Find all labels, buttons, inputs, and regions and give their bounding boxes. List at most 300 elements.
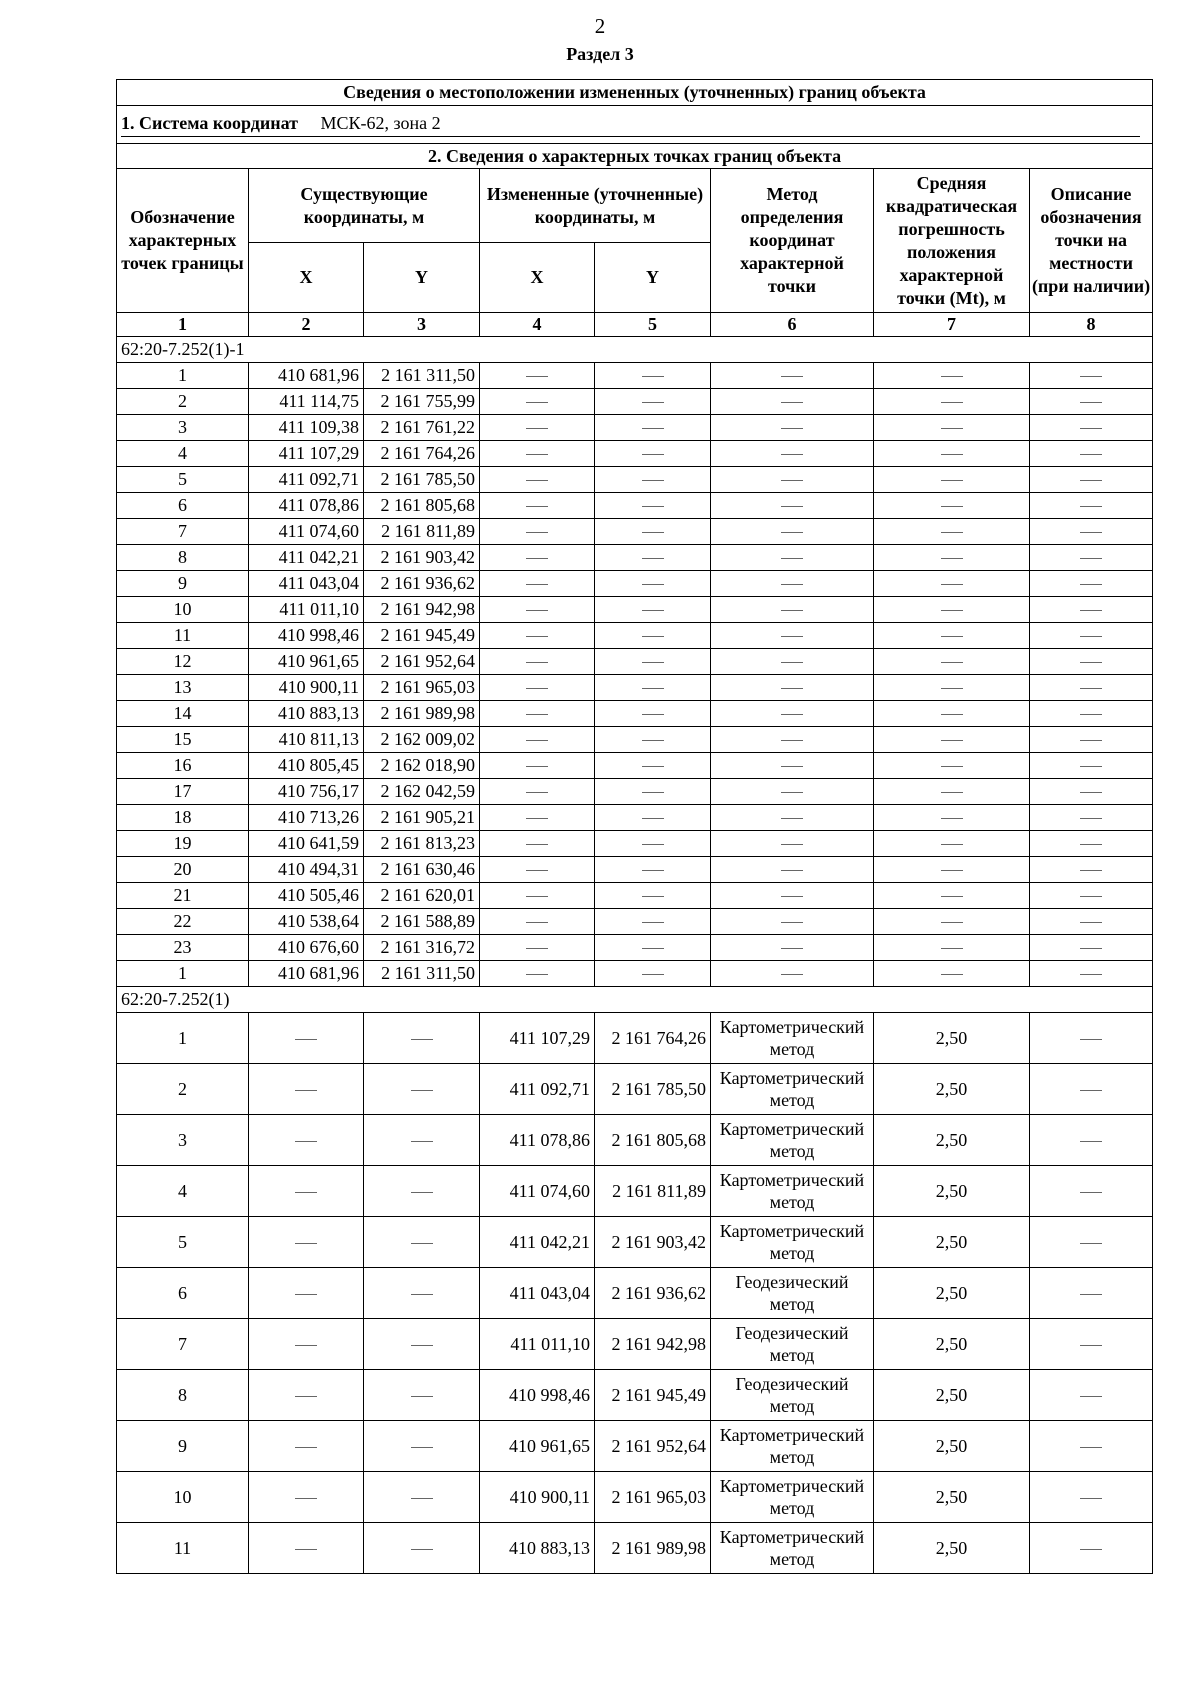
table-row (117, 831, 1153, 857)
empty-cell (595, 831, 711, 857)
dash-mark (642, 558, 664, 559)
existing-x: 410 900,11 (249, 675, 364, 701)
empty-cell (364, 1472, 480, 1523)
existing-x: 411 092,71 (249, 467, 364, 493)
existing-y: 2 161 316,72 (364, 935, 480, 961)
column-number: 2 (249, 313, 364, 337)
dash-mark (642, 792, 664, 793)
dash-mark (1080, 662, 1102, 663)
empty-cell (874, 727, 1030, 753)
changed-y: 2 161 952,64 (595, 1421, 711, 1472)
dash-mark (642, 662, 664, 663)
empty-cell (480, 519, 595, 545)
empty-cell (874, 961, 1030, 987)
dash-mark (781, 636, 803, 637)
existing-y: 2 161 761,22 (364, 415, 480, 441)
dash-mark (295, 1549, 317, 1550)
empty-cell (249, 1319, 364, 1370)
dash-mark (295, 1039, 317, 1040)
header-existing-x: X (249, 243, 364, 313)
point-number: 6 (117, 493, 249, 519)
empty-cell (595, 961, 711, 987)
dash-mark (411, 1294, 433, 1295)
empty-cell (595, 779, 711, 805)
dash-mark (411, 1447, 433, 1448)
method-text: Картометрический метод (719, 1425, 865, 1467)
existing-x: 410 538,64 (249, 909, 364, 935)
existing-y: 2 161 785,50 (364, 467, 480, 493)
point-number: 7 (117, 519, 249, 545)
dash-mark (642, 818, 664, 819)
empty-cell (1030, 701, 1153, 727)
table-row (117, 441, 1153, 467)
dash-mark (941, 974, 963, 975)
table-row (117, 1319, 1153, 1370)
dash-mark (781, 480, 803, 481)
existing-x: 411 011,10 (249, 597, 364, 623)
empty-cell (711, 961, 874, 987)
column-number: 6 (711, 313, 874, 337)
empty-cell (480, 701, 595, 727)
dash-mark (526, 844, 548, 845)
empty-cell (480, 415, 595, 441)
mt-value: 2,50 (874, 1268, 1030, 1319)
dash-mark (526, 376, 548, 377)
empty-cell (249, 1115, 364, 1166)
dash-mark (941, 428, 963, 429)
empty-cell (1030, 1064, 1153, 1115)
dash-mark (781, 402, 803, 403)
dash-mark (526, 870, 548, 871)
existing-y: 2 162 018,90 (364, 753, 480, 779)
boundary-points-table (116, 79, 1153, 1574)
column-number: 4 (480, 313, 595, 337)
empty-cell (711, 831, 874, 857)
empty-cell (595, 415, 711, 441)
table-row (117, 545, 1153, 571)
changed-x: 411 043,04 (480, 1268, 595, 1319)
empty-cell (1030, 831, 1153, 857)
empty-cell (249, 1523, 364, 1574)
coordinate-system-value: МСК-62, зона 2 (320, 112, 441, 133)
table-row (117, 623, 1153, 649)
empty-cell (364, 1217, 480, 1268)
dash-mark (642, 480, 664, 481)
empty-cell (249, 1217, 364, 1268)
empty-cell (711, 493, 874, 519)
empty-cell (874, 649, 1030, 675)
dash-mark (941, 662, 963, 663)
changed-y: 2 161 764,26 (595, 1013, 711, 1064)
existing-x: 411 043,04 (249, 571, 364, 597)
dash-mark (941, 818, 963, 819)
empty-cell (595, 727, 711, 753)
empty-cell (595, 805, 711, 831)
point-number: 21 (117, 883, 249, 909)
dash-mark (781, 558, 803, 559)
table-row (117, 753, 1153, 779)
dash-mark (1080, 1039, 1102, 1040)
table-row (117, 1472, 1153, 1523)
header-changed-x: X (480, 243, 595, 313)
point-number: 17 (117, 779, 249, 805)
dash-mark (1080, 1549, 1102, 1550)
empty-cell (711, 883, 874, 909)
existing-y: 2 161 936,62 (364, 571, 480, 597)
empty-cell (711, 441, 874, 467)
dash-mark (1080, 896, 1102, 897)
empty-cell (1030, 389, 1153, 415)
empty-cell (1030, 857, 1153, 883)
empty-cell (711, 649, 874, 675)
dash-mark (781, 766, 803, 767)
group-name: 62:20-7.252(1)-1 (117, 337, 1153, 363)
empty-cell (711, 909, 874, 935)
mt-value: 2,50 (874, 1523, 1030, 1574)
dash-mark (1080, 818, 1102, 819)
existing-y: 2 161 311,50 (364, 961, 480, 987)
empty-cell (1030, 1523, 1153, 1574)
changed-y: 2 161 903,42 (595, 1217, 711, 1268)
changed-y: 2 161 811,89 (595, 1166, 711, 1217)
existing-x: 410 494,31 (249, 857, 364, 883)
dash-mark (295, 1141, 317, 1142)
dash-mark (526, 974, 548, 975)
table-row (117, 1115, 1153, 1166)
changed-x: 410 900,11 (480, 1472, 595, 1523)
dash-mark (642, 376, 664, 377)
dash-mark (642, 766, 664, 767)
dash-mark (642, 584, 664, 585)
empty-cell (1030, 363, 1153, 389)
dash-mark (411, 1039, 433, 1040)
empty-cell (874, 753, 1030, 779)
table-row (117, 727, 1153, 753)
point-number: 22 (117, 909, 249, 935)
empty-cell (711, 935, 874, 961)
empty-cell (711, 857, 874, 883)
dash-mark (295, 1345, 317, 1346)
empty-cell (711, 597, 874, 623)
point-number: 7 (117, 1319, 249, 1370)
dash-mark (526, 558, 548, 559)
existing-x: 410 641,59 (249, 831, 364, 857)
empty-cell (711, 623, 874, 649)
dash-mark (1080, 766, 1102, 767)
empty-cell (364, 1421, 480, 1472)
group-name: 62:20-7.252(1) (117, 987, 1153, 1013)
method-cell (711, 1319, 874, 1370)
empty-cell (480, 467, 595, 493)
dash-mark (642, 896, 664, 897)
empty-cell (1030, 1421, 1153, 1472)
dash-mark (1080, 636, 1102, 637)
point-number: 1 (117, 1013, 249, 1064)
table-row (117, 1013, 1153, 1064)
existing-y: 2 161 811,89 (364, 519, 480, 545)
empty-cell (1030, 727, 1153, 753)
dash-mark (781, 610, 803, 611)
empty-cell (595, 597, 711, 623)
empty-cell (480, 727, 595, 753)
empty-cell (595, 363, 711, 389)
empty-cell (711, 675, 874, 701)
method-cell (711, 1115, 874, 1166)
empty-cell (874, 441, 1030, 467)
dash-mark (642, 714, 664, 715)
empty-cell (711, 779, 874, 805)
empty-cell (595, 467, 711, 493)
changed-y: 2 161 945,49 (595, 1370, 711, 1421)
empty-cell (1030, 1013, 1153, 1064)
header-description: Описание обозначения точки на местности (при наличии) (1030, 169, 1153, 313)
dash-mark (941, 844, 963, 845)
dash-mark (1080, 1090, 1102, 1091)
method-cell (711, 1166, 874, 1217)
empty-cell (595, 857, 711, 883)
empty-cell (480, 753, 595, 779)
mt-value: 2,50 (874, 1217, 1030, 1268)
empty-cell (595, 623, 711, 649)
empty-cell (480, 363, 595, 389)
dash-mark (526, 740, 548, 741)
dash-mark (411, 1498, 433, 1499)
empty-cell (1030, 1166, 1153, 1217)
dash-mark (411, 1243, 433, 1244)
empty-cell (874, 909, 1030, 935)
empty-cell (1030, 441, 1153, 467)
method-text: Картометрический метод (719, 1017, 865, 1059)
changed-x: 411 107,29 (480, 1013, 595, 1064)
empty-cell (249, 1421, 364, 1472)
point-number: 3 (117, 415, 249, 441)
empty-cell (595, 389, 711, 415)
dash-mark (781, 896, 803, 897)
point-number: 6 (117, 1268, 249, 1319)
table-row (117, 389, 1153, 415)
point-number: 15 (117, 727, 249, 753)
changed-x: 410 961,65 (480, 1421, 595, 1472)
dash-mark (1080, 714, 1102, 715)
dash-mark (781, 454, 803, 455)
empty-cell (1030, 883, 1153, 909)
dash-mark (941, 558, 963, 559)
empty-cell (1030, 1217, 1153, 1268)
existing-x: 410 756,17 (249, 779, 364, 805)
table-row (117, 1166, 1153, 1217)
group-row (117, 337, 1153, 363)
changed-x: 411 092,71 (480, 1064, 595, 1115)
column-number: 3 (364, 313, 480, 337)
dash-mark (1080, 610, 1102, 611)
point-number: 2 (117, 389, 249, 415)
point-number: 19 (117, 831, 249, 857)
point-number: 13 (117, 675, 249, 701)
dash-mark (941, 792, 963, 793)
dash-mark (642, 948, 664, 949)
empty-cell (1030, 753, 1153, 779)
existing-y: 2 161 630,46 (364, 857, 480, 883)
dash-mark (941, 766, 963, 767)
dash-mark (941, 870, 963, 871)
empty-cell (480, 909, 595, 935)
existing-y: 2 161 813,23 (364, 831, 480, 857)
point-number: 12 (117, 649, 249, 675)
empty-cell (595, 441, 711, 467)
table-row (117, 1523, 1153, 1574)
empty-cell (249, 1370, 364, 1421)
point-number: 8 (117, 545, 249, 571)
coordinate-system-row (117, 106, 1153, 144)
dash-mark (941, 610, 963, 611)
header-existing-y: Y (364, 243, 480, 313)
method-cell (711, 1013, 874, 1064)
existing-x: 410 961,65 (249, 649, 364, 675)
dash-mark (411, 1090, 433, 1091)
existing-x: 410 676,60 (249, 935, 364, 961)
dash-mark (526, 480, 548, 481)
point-number: 8 (117, 1370, 249, 1421)
existing-x: 410 805,45 (249, 753, 364, 779)
dash-mark (1080, 1396, 1102, 1397)
point-number: 1 (117, 961, 249, 987)
dash-mark (941, 584, 963, 585)
dash-mark (941, 948, 963, 949)
existing-y: 2 161 952,64 (364, 649, 480, 675)
dash-mark (781, 792, 803, 793)
dash-mark (526, 688, 548, 689)
dash-mark (526, 584, 548, 585)
dash-mark (1080, 1141, 1102, 1142)
empty-cell (874, 805, 1030, 831)
existing-x: 410 713,26 (249, 805, 364, 831)
empty-cell (595, 571, 711, 597)
dash-mark (781, 662, 803, 663)
dash-mark (1080, 974, 1102, 975)
empty-cell (711, 805, 874, 831)
point-number: 4 (117, 441, 249, 467)
dash-mark (781, 688, 803, 689)
column-number: 8 (1030, 313, 1153, 337)
empty-cell (480, 493, 595, 519)
dash-mark (941, 688, 963, 689)
table-row (117, 779, 1153, 805)
empty-cell (711, 467, 874, 493)
dash-mark (526, 714, 548, 715)
dash-mark (941, 714, 963, 715)
existing-x: 410 883,13 (249, 701, 364, 727)
dash-mark (941, 922, 963, 923)
header-existing-coordinates: Существующие координаты, м (249, 169, 480, 243)
method-cell (711, 1268, 874, 1319)
empty-cell (1030, 623, 1153, 649)
empty-cell (711, 701, 874, 727)
empty-cell (480, 935, 595, 961)
empty-cell (711, 415, 874, 441)
empty-cell (595, 519, 711, 545)
mt-value: 2,50 (874, 1421, 1030, 1472)
dash-mark (526, 506, 548, 507)
method-cell (711, 1421, 874, 1472)
dash-mark (295, 1396, 317, 1397)
dash-mark (941, 636, 963, 637)
dash-mark (1080, 792, 1102, 793)
existing-y: 2 161 989,98 (364, 701, 480, 727)
empty-cell (1030, 675, 1153, 701)
point-number: 14 (117, 701, 249, 727)
changed-x: 410 883,13 (480, 1523, 595, 1574)
empty-cell (480, 389, 595, 415)
empty-cell (1030, 649, 1153, 675)
empty-cell (874, 597, 1030, 623)
dash-mark (526, 922, 548, 923)
dash-mark (642, 532, 664, 533)
empty-cell (874, 675, 1030, 701)
empty-cell (1030, 779, 1153, 805)
mt-value: 2,50 (874, 1370, 1030, 1421)
table-row (117, 1064, 1153, 1115)
dash-mark (781, 870, 803, 871)
table-row (117, 1268, 1153, 1319)
empty-cell (249, 1268, 364, 1319)
changed-x: 411 074,60 (480, 1166, 595, 1217)
empty-cell (874, 779, 1030, 805)
dash-mark (526, 610, 548, 611)
method-cell (711, 1523, 874, 1574)
empty-cell (711, 571, 874, 597)
empty-cell (364, 1370, 480, 1421)
empty-cell (874, 831, 1030, 857)
dash-mark (526, 636, 548, 637)
header-mt-error: Средняя квадратическая погрешность положения характерной точки (Mt), м (874, 169, 1030, 313)
dash-mark (1080, 688, 1102, 689)
changed-y: 2 161 805,68 (595, 1115, 711, 1166)
dash-mark (411, 1141, 433, 1142)
empty-cell (480, 857, 595, 883)
dash-mark (642, 688, 664, 689)
dash-mark (1080, 1498, 1102, 1499)
empty-cell (711, 727, 874, 753)
table-title: Сведения о местоположении измененных (уточненных) границ объекта (117, 80, 1153, 106)
method-cell (711, 1472, 874, 1523)
point-number: 5 (117, 467, 249, 493)
empty-cell (480, 675, 595, 701)
point-number: 9 (117, 571, 249, 597)
method-text: Картометрический метод (719, 1221, 865, 1263)
header-changed-y: Y (595, 243, 711, 313)
dash-mark (1080, 558, 1102, 559)
method-text: Картометрический метод (719, 1476, 865, 1518)
existing-x: 410 811,13 (249, 727, 364, 753)
empty-cell (874, 623, 1030, 649)
dash-mark (941, 506, 963, 507)
table-row (117, 415, 1153, 441)
dash-mark (642, 870, 664, 871)
mt-value: 2,50 (874, 1319, 1030, 1370)
empty-cell (595, 909, 711, 935)
table-row (117, 857, 1153, 883)
dash-mark (1080, 506, 1102, 507)
method-cell (711, 1064, 874, 1115)
dash-mark (1080, 1447, 1102, 1448)
empty-cell (595, 701, 711, 727)
empty-cell (874, 545, 1030, 571)
dash-mark (781, 506, 803, 507)
empty-cell (249, 1064, 364, 1115)
point-number: 5 (117, 1217, 249, 1268)
dash-mark (1080, 1243, 1102, 1244)
empty-cell (595, 493, 711, 519)
